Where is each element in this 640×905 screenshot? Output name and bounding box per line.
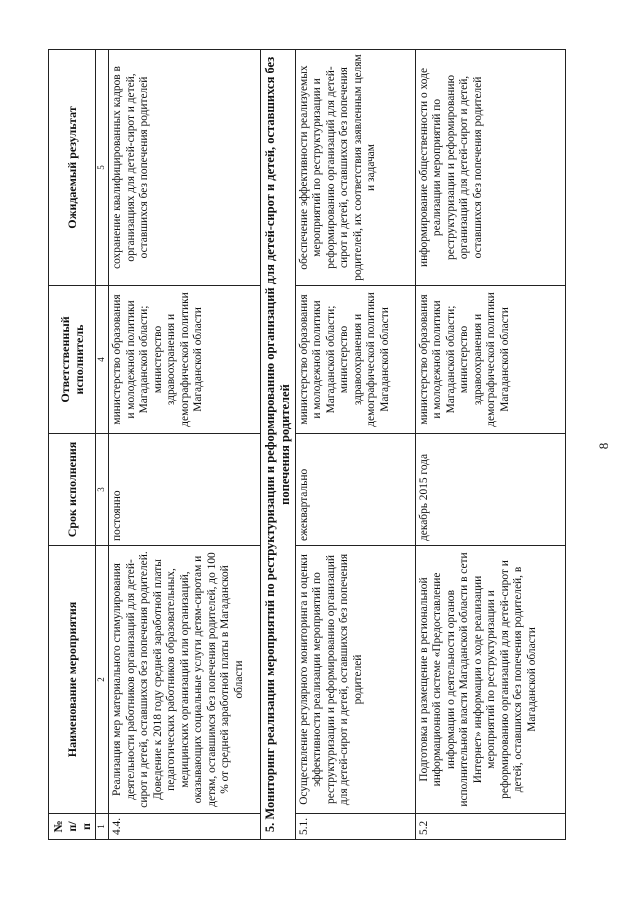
column-number: 2 xyxy=(96,546,109,814)
measure-executor: министерство образования и молодежной политики Магаданской области; министерство здравоохранения и демографической политики Магаданской области xyxy=(415,286,565,434)
table-row xyxy=(109,50,261,840)
column-number: 1 xyxy=(96,814,109,840)
header-num: № п/п xyxy=(49,814,96,840)
header-name: Наименование мероприятия xyxy=(49,546,96,814)
header-executor: Ответственный исполнитель xyxy=(49,286,96,434)
column-number-row xyxy=(96,50,109,840)
measure-term: декабрь 2015 года xyxy=(415,434,565,546)
table-row xyxy=(295,50,415,840)
row-number: 4.4. xyxy=(109,814,261,840)
measure-term: ежеквартально xyxy=(295,434,415,546)
section-title: 5. Мониторинг реализации мероприятий по реструктуризации и реформированию организаций для детей-сирот и детей, оставшихся без попечения родителей xyxy=(261,50,296,840)
measure-result: сохранение квалифицированных кадров в организациях для детей-сирот и детей, оставшихся без попечения родителей xyxy=(109,50,261,286)
measure-term: постоянно xyxy=(109,434,261,546)
column-number: 4 xyxy=(96,286,109,434)
row-number: 5.1. xyxy=(295,814,415,840)
column-number: 5 xyxy=(96,50,109,286)
measure-name: Осуществление регулярного мониторинга и оценки эффективности реализации мероприятий по реструктуризации и реформированию организаций для детей-сирот и детей, оставшихся без попечения родителей xyxy=(295,546,415,814)
measure-executor: министерство образования и молодежной политики Магаданской области; министерство здравоохранения и демографической политики Магаданской области xyxy=(109,286,261,434)
measure-result: информирование общественности о ходе реализации мероприятий по реструктуризации и реформированию организаций для детей-сирот и детей, оставшихся без попечения родителей xyxy=(415,50,565,286)
column-number: 3 xyxy=(96,434,109,546)
document-sheet xyxy=(48,50,588,840)
table-row xyxy=(415,50,565,840)
header-result: Ожидаемый результат xyxy=(49,50,96,286)
row-number: 5.2 xyxy=(415,814,565,840)
measure-result: обеспечение эффективности реализуемых мероприятий по реструктуризации и реформированию организаций для детей-сирот и детей, оставшихся без попечения родителей, их соответствия заявленным целям и задачам xyxy=(295,50,415,286)
measure-executor: министерство образования и молодежной политики Магаданской области; министерство здравоохранения и демографической политики Магаданской области xyxy=(295,286,415,434)
measure-name: Реализация мер материального стимулирования деятельности работников организаций для детей-сирот и детей, оставшихся без попечения родителей. Доведение к 2018 году средней заработной платы педагогических работников образовательных, медицинских организаций или организаций, оказывающих социальные услуги детям-сиротам и детям, оставшимся без попечения родителей, до 100 % от средней заработной платы в Магаданской области xyxy=(109,546,261,814)
measures-table xyxy=(48,49,566,840)
header-term: Срок исполнения xyxy=(49,434,96,546)
measure-name: Подготовка и размещение в региональной информационной системе «Предоставление информации о деятельности органов исполнительной власти Магаданской области в сети Интернет» информации о ходе реализации мероприятий по реструктуризации и реформированию организаций для детей-сирот и детей, оставшихся без попечения родителей, в Магаданской области xyxy=(415,546,565,814)
section-row xyxy=(261,50,296,840)
page-number: 8 xyxy=(596,442,611,450)
header-row xyxy=(49,50,96,840)
